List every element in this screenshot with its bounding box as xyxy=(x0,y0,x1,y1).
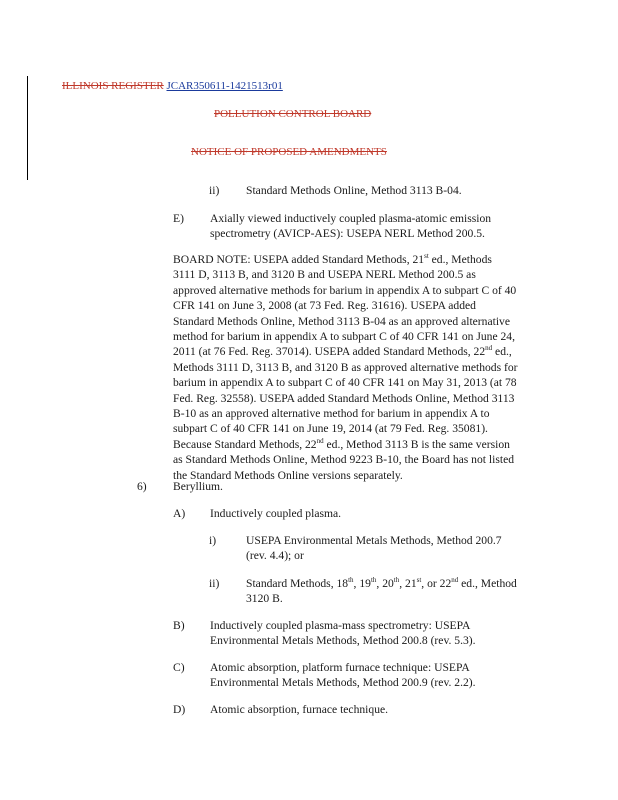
ordinal-suffix: nd xyxy=(485,344,493,353)
item-c-line-1: Atomic absorption, platform furnace technique: USEPA xyxy=(210,661,470,674)
text-segment: Fed. Reg. 32558). USEPA added Standard Methods Online, Method 3113 xyxy=(173,391,515,405)
item-ii-text: Standard Methods Online, Method 3113 B-04. xyxy=(246,184,462,197)
board-note-line xyxy=(173,452,514,467)
text-segment: ed., Method 3113 B is the same version xyxy=(323,437,510,451)
ordinal-suffix: nd xyxy=(316,436,324,445)
board-note-line xyxy=(173,406,490,421)
text-segment: , 20 xyxy=(376,577,394,590)
section-6-title: Beryllium. xyxy=(173,480,223,493)
board-note-line xyxy=(173,437,510,452)
text-segment: Methods 3111 D, 3113 B, and 3120 B as approved alternative methods for xyxy=(173,360,518,374)
text-segment: ed., xyxy=(492,345,512,359)
text-segment: , 19 xyxy=(353,577,371,590)
item-a-ii-line-1 xyxy=(246,576,517,591)
item-a-text: Inductively coupled plasma. xyxy=(210,507,342,520)
ordinal-suffix: th xyxy=(393,576,400,585)
board-note-line xyxy=(173,267,476,282)
item-a-label: A) xyxy=(173,507,186,520)
board-note-line xyxy=(173,329,515,344)
text-segment: ed., Method xyxy=(458,577,517,590)
board-note-line xyxy=(173,421,488,436)
text-segment: CFR 141 on June 3, 2008 (at 73 Fed. Reg. 31616). USEPA added xyxy=(173,299,476,313)
register-header xyxy=(62,80,283,92)
text-segment: ed., Methods xyxy=(428,253,492,266)
register-struck: ILLINOIS REGISTER xyxy=(62,80,164,92)
text-segment: approved alternative methods for barium in appendix A to subpart C of 40 xyxy=(173,283,517,297)
item-c-label: C) xyxy=(173,661,185,674)
text-segment: as Standard Methods Online, Method 9223 B-10, the Board has not listed xyxy=(173,453,515,467)
text-segment: method for barium in appendix A to subpart C of 40 CFR 141 on June 24, xyxy=(173,330,515,343)
board-note-line xyxy=(173,360,518,375)
board-title: POLLUTION CONTROL BOARD xyxy=(214,108,372,120)
text-segment: BOARD NOTE: USEPA added Standard Methods, 21 xyxy=(173,253,425,266)
text-segment: , 21 xyxy=(399,577,417,590)
item-ii-label: ii) xyxy=(209,184,220,197)
register-revision-id: JCAR350611-1421513r01 xyxy=(166,80,283,92)
ordinal-suffix: st xyxy=(416,576,422,585)
board-note-line xyxy=(173,375,517,390)
board-note-line xyxy=(173,344,512,359)
text-segment: , or 22 xyxy=(421,577,452,590)
text-segment: Because Standard Methods, 22 xyxy=(173,437,317,451)
board-note-line xyxy=(173,283,516,298)
revision-margin-bar xyxy=(27,76,28,180)
notice-title: NOTICE OF PROPOSED AMENDMENTS xyxy=(191,146,387,158)
board-note-line xyxy=(173,298,476,313)
text-segment: barium in appendix A to subpart C of 40 CFR 141 on May 31, 2013 (at 78 xyxy=(173,376,517,390)
item-e-line-1: Axially viewed inductively coupled plasma-atomic emission xyxy=(210,212,492,225)
text-segment: Standard Methods, 18 xyxy=(246,577,349,590)
item-d-text: Atomic absorption, furnace technique. xyxy=(210,703,389,716)
ordinal-suffix: th xyxy=(370,576,377,585)
item-d-label: D) xyxy=(173,703,186,716)
item-a-ii-line-2: 3120 B. xyxy=(246,592,283,605)
ordinal-suffix: th xyxy=(348,576,354,585)
board-note-line xyxy=(173,252,492,267)
board-note-line xyxy=(173,314,510,329)
item-c-line-2: Environmental Metals Methods, Method 200.9 (rev. 2.2). xyxy=(210,676,476,689)
ordinal-suffix: nd xyxy=(451,576,459,585)
text-segment: subpart C of 40 CFR 141 on June 19, 2014 (at 79 Fed. Reg. 35081). xyxy=(173,422,488,436)
ordinal-suffix: st xyxy=(424,252,429,261)
text-segment: 3111 D, 3113 B, and 3120 B and USEPA NERL Method 200.5 as xyxy=(173,268,476,282)
item-b-label: B) xyxy=(173,619,185,632)
text-segment: the Standard Methods Online versions separately. xyxy=(173,468,403,482)
item-a-i-line-2: (rev. 4.4); or xyxy=(246,549,304,562)
item-a-i-line-1: USEPA Environmental Metals Methods, Method 200.7 xyxy=(246,534,502,547)
text-segment: Standard Methods Online, Method 3113 B-04 as an approved alternative xyxy=(173,314,510,328)
item-a-ii-label: ii) xyxy=(209,577,220,590)
item-b-line-2: Environmental Metals Methods, Method 200.8 (rev. 5.3). xyxy=(210,634,476,647)
section-6-label: 6) xyxy=(137,480,147,493)
item-e-label: E) xyxy=(173,212,184,225)
item-b-line-1: Inductively coupled plasma-mass spectrometry: USEPA xyxy=(210,619,471,632)
item-a-i-label: i) xyxy=(209,534,217,547)
item-e-line-2: spectrometry (AVICP-AES): USEPA NERL Method 200.5. xyxy=(210,227,485,240)
board-note-line xyxy=(173,391,514,406)
text-segment: 2011 (at 76 Fed. Reg. 37014). USEPA added Standard Methods, 22 xyxy=(173,345,486,359)
text-segment: B-10 as an approved alternative method for barium in appendix A to xyxy=(173,407,490,420)
